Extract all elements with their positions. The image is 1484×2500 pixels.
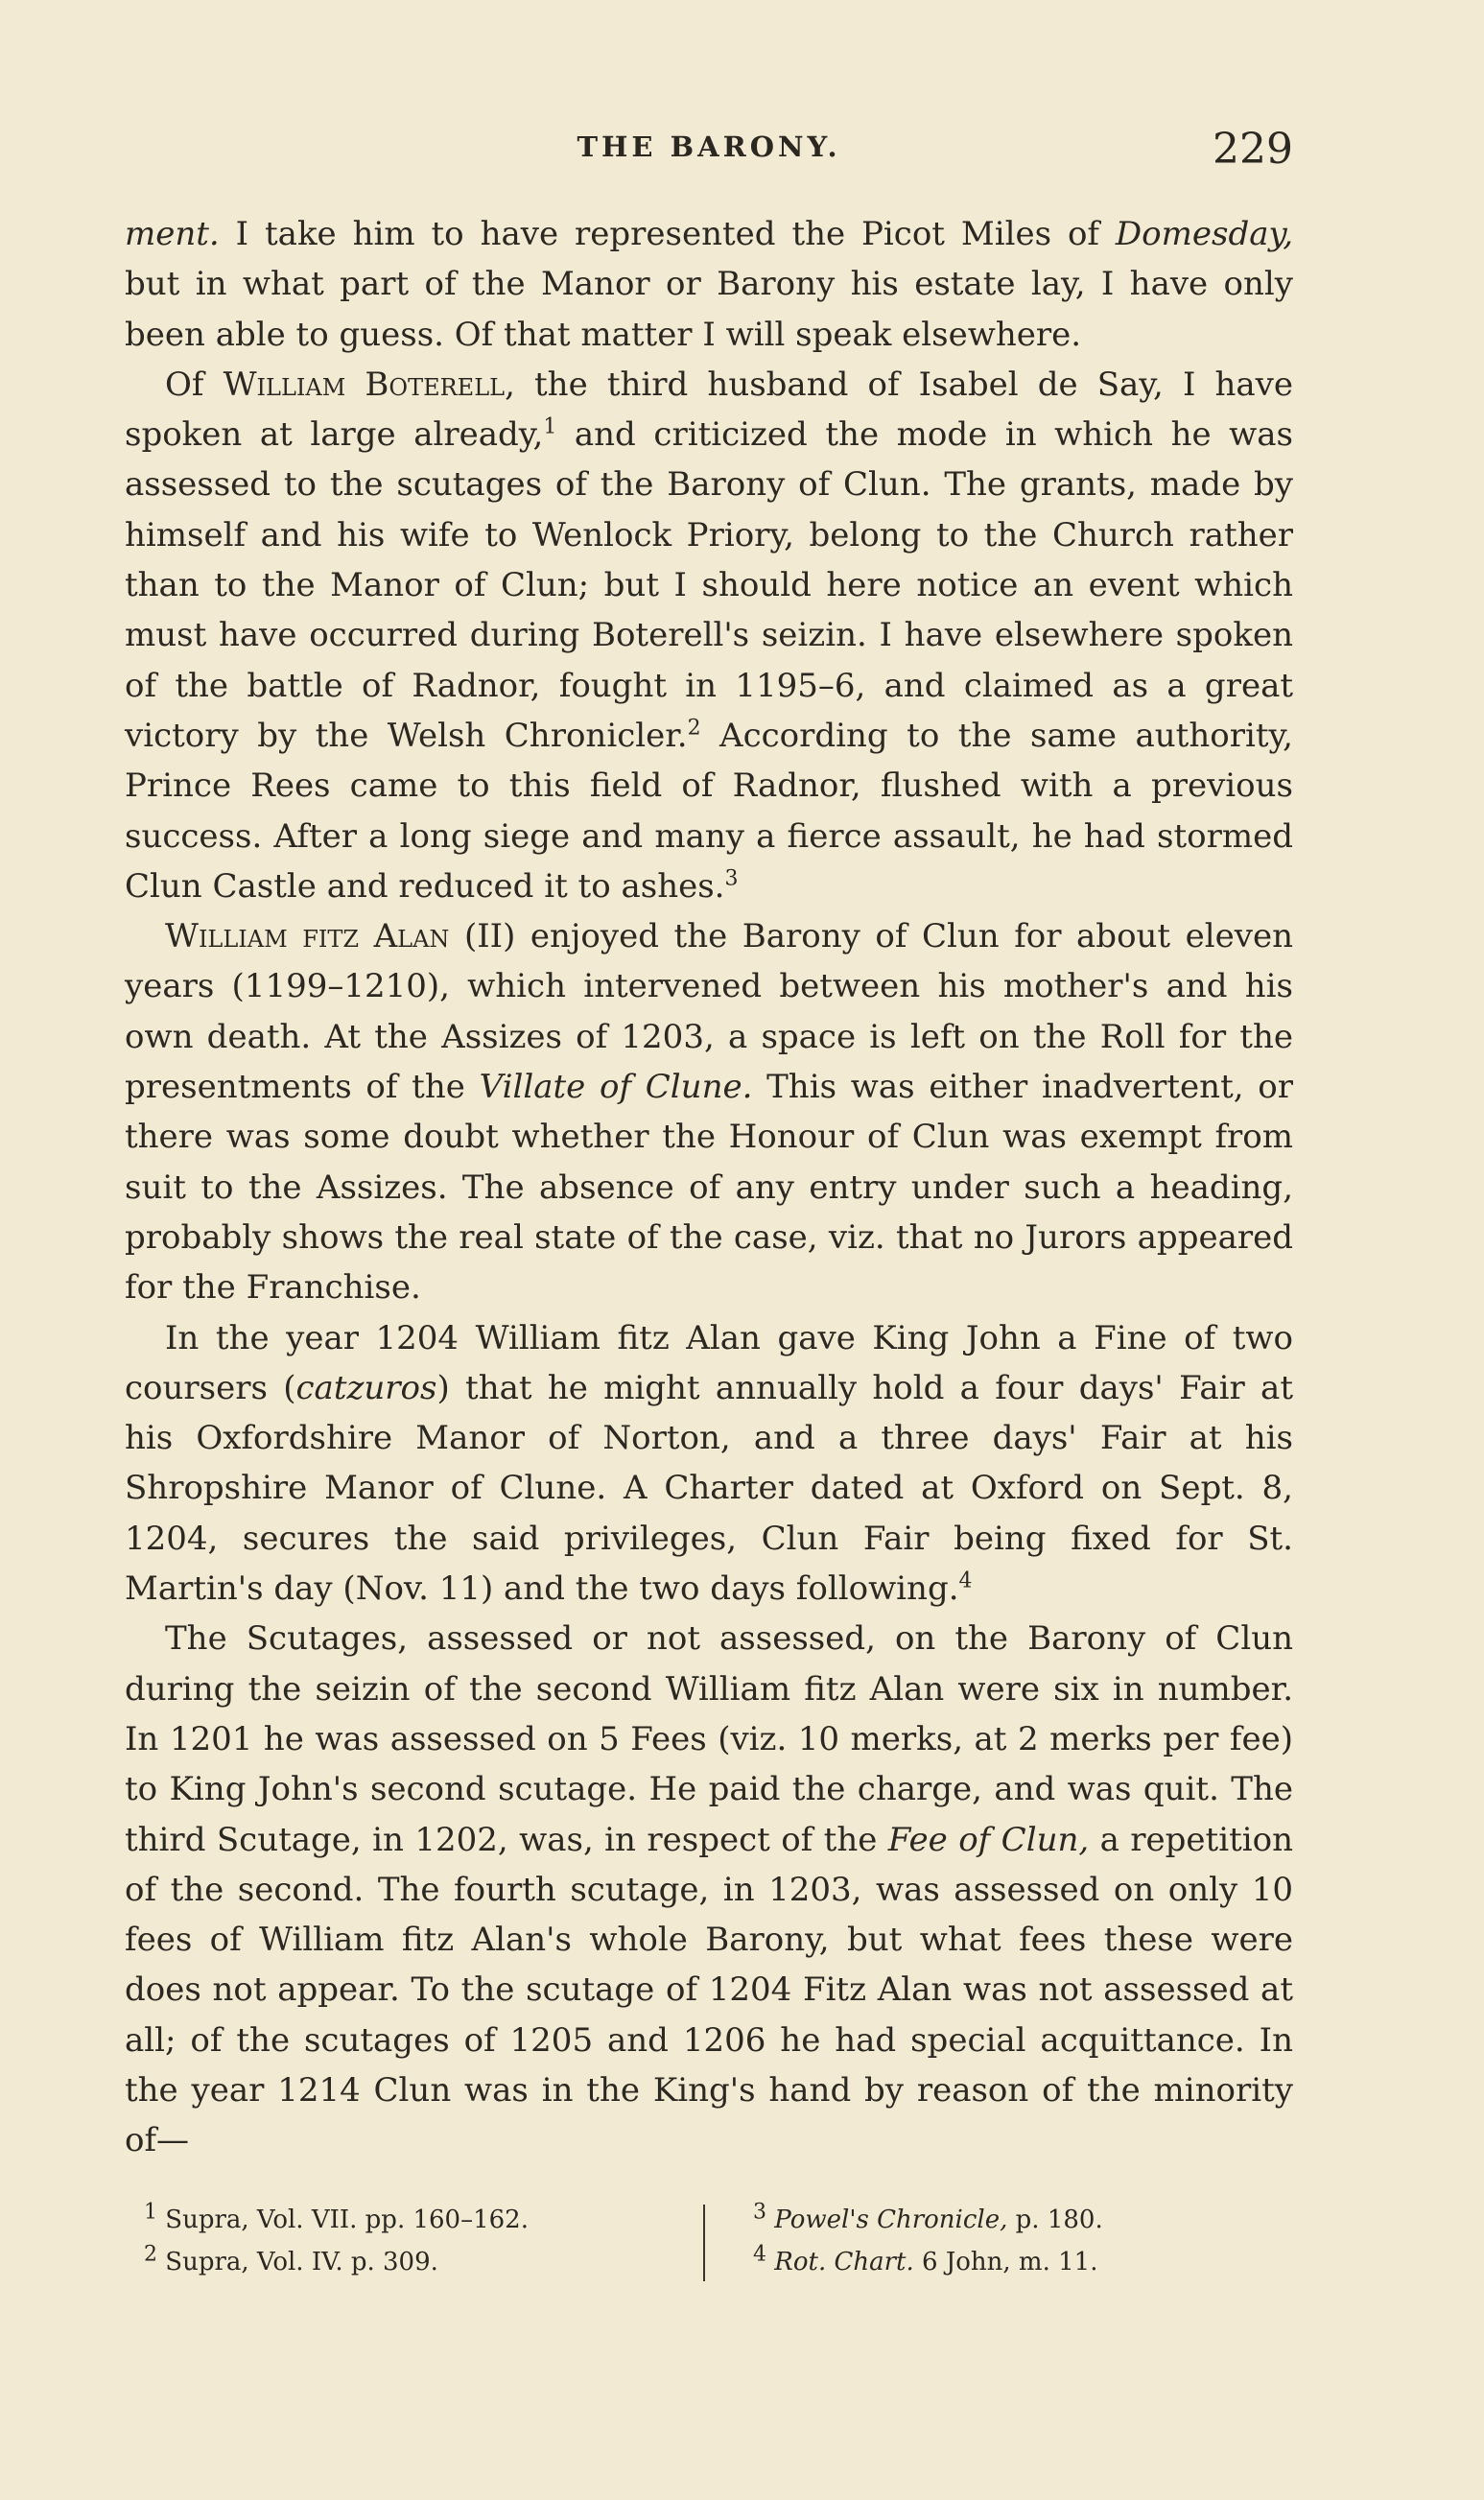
footnote-text: Supra, Vol. VII. pp. 160–162. xyxy=(165,2205,529,2234)
footnote-ref[interactable]: 2 xyxy=(687,716,701,741)
footnote-italic: Rot. Chart. xyxy=(774,2248,914,2276)
italic-text: Villate of Clune. xyxy=(479,1068,753,1107)
text-run: I take him to have represented the Picot Miles of xyxy=(219,215,1116,253)
italic-text: Fee of Clun, xyxy=(887,1820,1090,1859)
footnote-text: Supra, Vol. IV. p. 309. xyxy=(165,2248,438,2276)
footnote-2 xyxy=(144,2241,681,2283)
text-run: Of xyxy=(165,365,224,404)
footnote-number: 1 xyxy=(144,2200,157,2225)
footnote-4 xyxy=(753,2241,1295,2283)
italic-text: ment. xyxy=(125,215,220,253)
text-run: but in what part of the Manor or Barony his estate lay, I have only been able to guess. Of that matter I will speak elsewhere. xyxy=(125,265,1293,354)
italic-text: Domesday, xyxy=(1115,215,1293,253)
text-run: and criticized the mode in which he was assessed to the scutages of the Barony of Clun. The grants, made by himself and his wife to Wenlock Priory, belong to the Church rather than to the Manor of Clun; but I should here notice an event which must have occurred during Boterell's seizin. I have elsewhere spoken of the battle of Radnor, fought in 1195–6, and claimed as a great victory by the Welsh Chronicler. xyxy=(125,415,1293,755)
body-text xyxy=(125,209,1293,2166)
text-run: (II) enjoyed the Barony of Clun for about eleven years (1199–1210), which intervened between his mother's and his own death. At the Assizes of 1203, a space is left on the Roll for the presentments of the xyxy=(125,917,1293,1107)
person-name: William fitz Alan xyxy=(165,917,450,956)
footnote-ref[interactable]: 1 xyxy=(543,414,557,439)
italic-text: catzuros xyxy=(295,1368,437,1407)
footnote-number: 4 xyxy=(753,2242,766,2267)
text-run: a repetition of the second. The fourth scutage, in 1203, was assessed on only 10 fees of William fitz Alan's whole Barony, but what fees these were does not appear. To the scutage of 1204 Fitz Alan was not assessed at all; of the scutages of 1205 and 1206 he had special acquittance. In the year 1214 Clun was in the King's hand by reason of the minority of— xyxy=(125,1820,1293,2160)
footnotes-left-column xyxy=(144,2199,681,2283)
footnotes-right-column xyxy=(753,2199,1295,2283)
text-run: The Scutages, assessed or not assessed, on the Barony of Clun during the seizin of the second William fitz Alan were six in number. In 1201 he was assessed on 5 Fees (viz. 10 merks, at 2 merks per fee) to King John's second scutage. He paid the charge, and was quit. The third Scutage, in 1202, was, in respect of the xyxy=(125,1619,1293,1859)
footnote-1 xyxy=(144,2199,681,2241)
page-number: 229 xyxy=(1213,125,1293,174)
footnote-italic: Powel's Chronicle, xyxy=(774,2205,1008,2234)
footnote-ref[interactable]: 3 xyxy=(724,866,739,891)
footnote-number: 2 xyxy=(144,2242,157,2267)
text-run: ) that he might annually hold a four days' Fair at his Oxfordshire Manor of Norton, and a three days' Fair at his Shropshire Manor of Clune. A Charter dated at Oxford on Sept. 8, 1204, secures the said privileges, Clun Fair being fixed for St. Martin's day (Nov. 11) and the two days following. xyxy=(125,1368,1293,1609)
paragraph-3 xyxy=(125,911,1293,1312)
footnotes xyxy=(144,2199,1295,2285)
footnote-text: p. 180. xyxy=(1007,2205,1103,2234)
paragraph-5 xyxy=(125,1614,1293,2165)
footnote-divider xyxy=(703,2205,705,2281)
footnote-number: 3 xyxy=(753,2200,766,2225)
text-run: This was either inadvertent, or there was some doubt whether the Honour of Clun was exempt from suit to the Assizes. The absence of any entry under such a heading, probably shows the real state of the case, viz. that no Jurors appeared for the Franchise. xyxy=(125,1068,1294,1308)
footnote-3 xyxy=(753,2199,1295,2241)
running-title: THE BARONY. xyxy=(577,130,841,163)
footnote-ref[interactable]: 4 xyxy=(958,1568,973,1593)
footnote-text: 6 John, m. 11. xyxy=(913,2248,1098,2276)
text-run: According to the same authority, Prince Rees came to this field of Radnor, flushed with a previous success. After a long siege and many a fierce assault, he had stormed Clun Castle and reduced it to ashes. xyxy=(125,716,1293,906)
page-header xyxy=(125,125,1293,182)
text-run: the third husband of Isabel de Say, I have spoken at large already, xyxy=(125,365,1293,455)
paragraph-4 xyxy=(125,1313,1293,1615)
person-name: William Boterell, xyxy=(223,365,515,404)
text-run: In the year 1204 William fitz Alan gave King John a Fine of two coursers ( xyxy=(125,1318,1293,1407)
paragraph-1 xyxy=(125,209,1293,360)
paragraph-2 xyxy=(125,360,1293,911)
